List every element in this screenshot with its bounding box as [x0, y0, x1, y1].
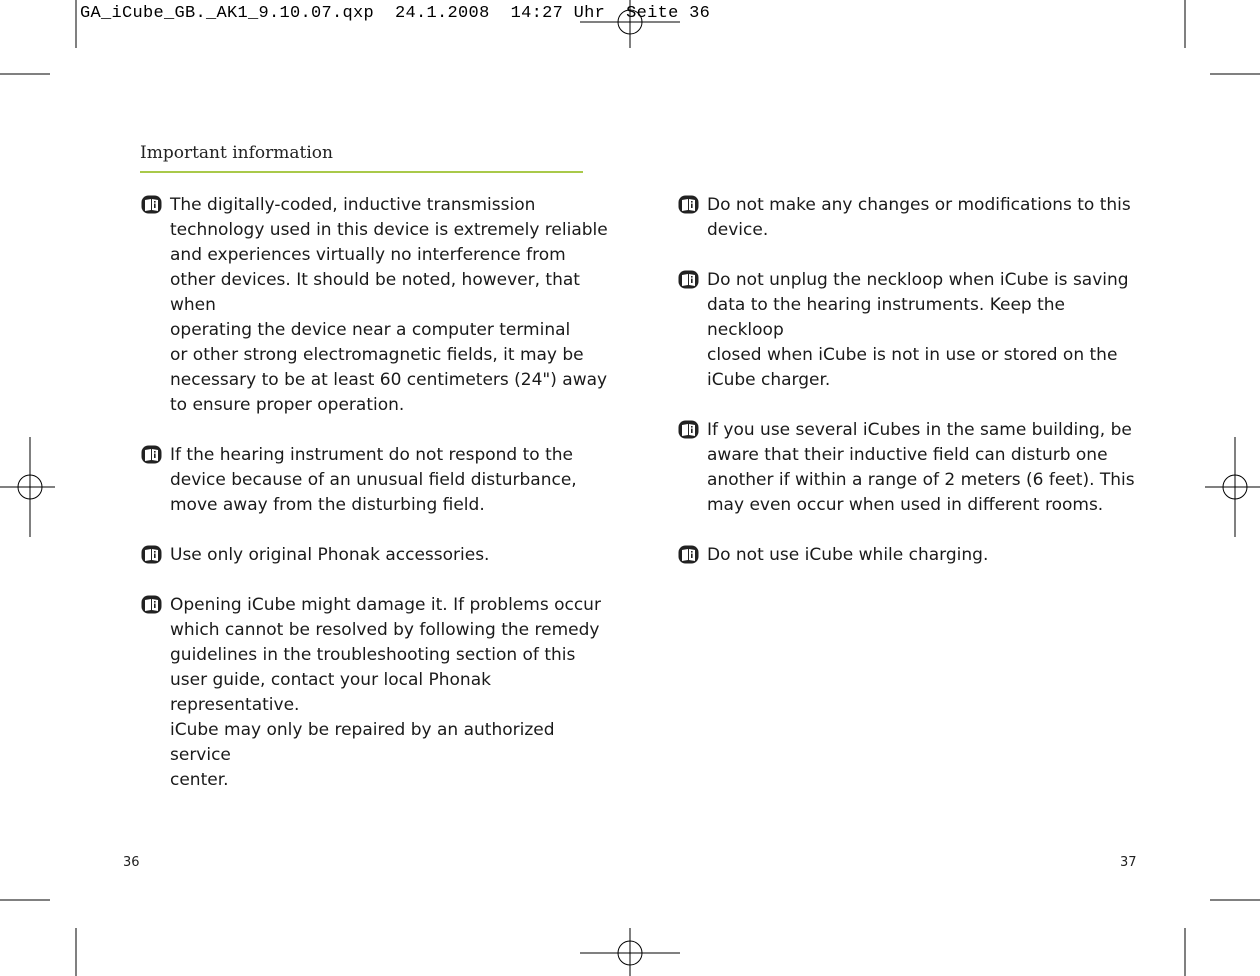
left-column: [140, 193, 610, 818]
info-item-text: The digitally-coded, inductive transmission technology used in this device is extremely reliable and experiences virtually no interference from other devices. It should be noted, however, that when operating the device near a computer terminal or other strong electromagnetic fields, it may be necessary to be at least 60 centimeters (24") away to ensure proper operation.: [170, 195, 608, 415]
registration-mark-top: [580, 0, 680, 48]
info-item: [677, 418, 1147, 518]
info-item-text: Use only original Phonak accessories.: [170, 545, 490, 565]
section-heading: Important information: [140, 143, 333, 163]
info-book-icon: [141, 595, 162, 614]
info-item-text: Opening iCube might damage it. If problems occur which cannot be resolved by following the remedy guidelines in the troubleshooting section of this user guide, contact your local Phonak representative. iCube may only be repaired by an authorized service center.: [170, 595, 601, 790]
info-item-text: Do not use iCube while charging.: [707, 545, 989, 565]
info-item: [140, 543, 610, 568]
info-book-icon: [141, 445, 162, 464]
info-item-text: Do not unplug the neckloop when iCube is saving data to the hearing instruments. Keep the neckloop closed when iCube is not in use or stored on the iCube charger.: [707, 270, 1129, 390]
info-book-icon: [678, 545, 699, 564]
info-item: [677, 268, 1147, 393]
info-item: [140, 193, 610, 418]
info-book-icon: [678, 270, 699, 289]
info-item: [140, 593, 610, 793]
registration-mark-left: [0, 437, 55, 537]
info-item-text: If the hearing instrument do not respond to the device because of an unusual field disturbance, move away from the disturbing field.: [170, 445, 577, 515]
info-book-icon: [141, 545, 162, 564]
info-item: [677, 193, 1147, 243]
registration-mark-bottom: [580, 928, 680, 976]
heading-rule: [140, 171, 583, 173]
info-book-icon: [678, 195, 699, 214]
info-book-icon: [678, 420, 699, 439]
page-number-right: 37: [1120, 855, 1137, 870]
page-number-left: 36: [123, 855, 140, 870]
info-item-text: If you use several iCubes in the same building, be aware that their inductive field can disturb one another if within a range of 2 meters (6 feet). This may even occur when used in different rooms.: [707, 420, 1135, 515]
right-column: [677, 193, 1147, 593]
info-item: [677, 543, 1147, 568]
info-book-icon: [141, 195, 162, 214]
info-item-text: Do not make any changes or modifications to this device.: [707, 195, 1131, 240]
info-item: [140, 443, 610, 518]
printer-slug: GA_iCube_GB._AK1_9.10.07.qxp 24.1.2008 14:27 Uhr Seite 36: [80, 4, 711, 23]
registration-mark-right: [1205, 437, 1260, 537]
